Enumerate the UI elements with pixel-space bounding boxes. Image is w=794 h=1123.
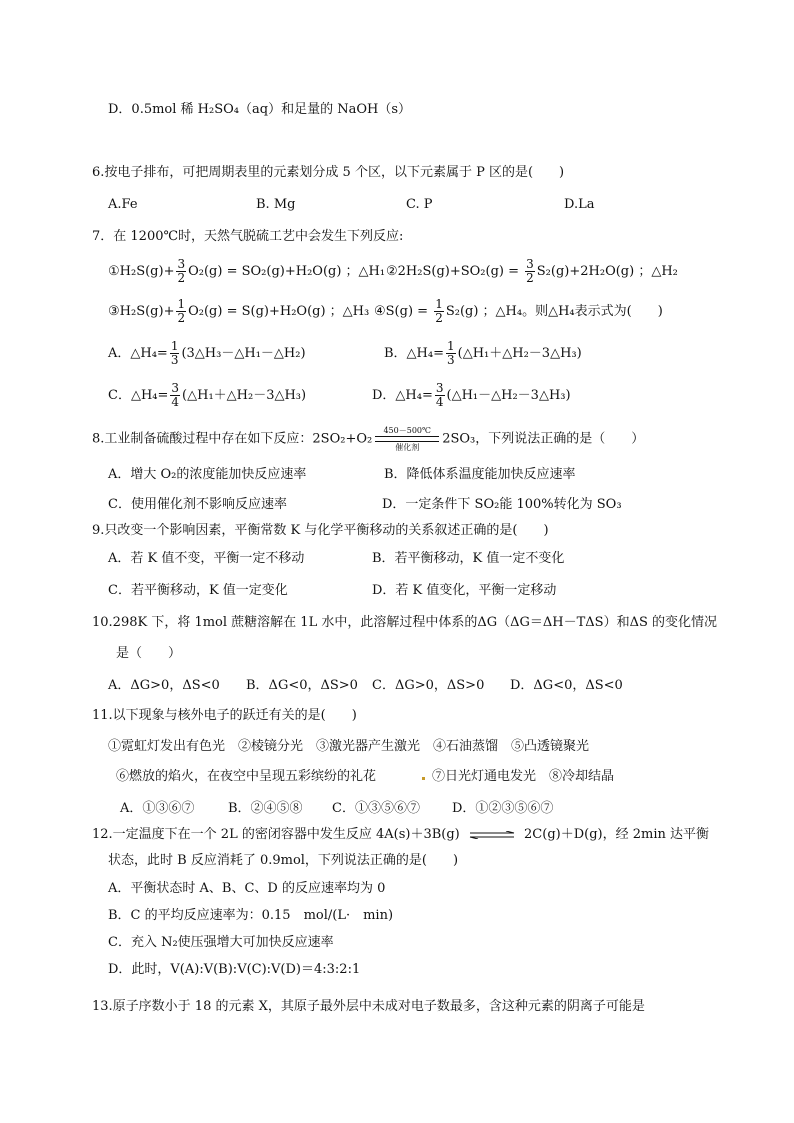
denominator: 4: [171, 395, 180, 409]
q7-r4-right: S₂(g) ；△H₄。则△H₄表示式为( ): [445, 304, 663, 319]
denominator: 2: [526, 271, 534, 285]
q8-stem: [92, 426, 644, 453]
q7-option-c-expr: (△H₁＋△H₂－3△H₃): [182, 388, 307, 403]
q7-r2-left: ②2H₂S(g)+SO₂(g) =: [386, 264, 524, 279]
q11-option-b: B．②④⑤⑧: [228, 801, 303, 816]
q10-stem-line1: 10.298K 下，将 1mol 蔗糖溶解在 1L 水中，此溶解过程中体系的ΔG（ΔG＝ΔH－TΔS）和ΔS 的变化情况: [92, 615, 718, 630]
fraction-1-2: [176, 298, 186, 325]
q8-option-d: D．一定条件下 SO₂能 100%转化为 SO₃: [382, 497, 622, 512]
q8-option-b: B．降低体系温度能加快反应速率: [384, 467, 576, 482]
q7-r2-right: S₂(g)+2H₂O(g) ；△H₂: [536, 264, 678, 279]
q8-option-c: C．使用催化剂不影响反应速率: [108, 497, 287, 512]
q12-stem-line1: [92, 826, 709, 844]
stray-dot: [422, 777, 425, 780]
q7-reaction-1: [108, 256, 385, 288]
q10-option-b: B．ΔG<0，ΔS>0: [246, 678, 358, 693]
q6-stem: 6.按电子排布，可把周期表里的元素划分成 5 个区，以下元素属于 P 区的是( ): [92, 165, 565, 180]
q6-option-c: C. P: [406, 197, 433, 212]
q7-option-c: [108, 380, 306, 412]
denominator: 2: [435, 311, 443, 325]
q6-option-a: A.Fe: [108, 197, 138, 212]
q7-option-b: [384, 338, 582, 370]
q7-option-a-expr: (3△H₃－△H₁－△H₂): [181, 346, 306, 361]
fraction-1-2: [434, 298, 444, 325]
q11-items-line2b: ⑦日光灯通电发光 ⑧冷却结晶: [432, 769, 615, 784]
equilibrium-arrow-icon: [375, 436, 439, 442]
q11-stem: 11.以下现象与核外电子的跃迁有关的是( ): [92, 708, 357, 723]
numerator: 3: [435, 381, 444, 395]
q9-stem: 9.只改变一个影响因素，平衡常数 K 与化学平衡移动的关系叙述正确的是( ): [92, 523, 549, 538]
q9-option-c: C．若平衡移动，K 值一定变化: [108, 583, 288, 598]
q11-option-a: A．①③⑥⑦: [120, 801, 195, 816]
q12-stem-right: 2C(g)＋D(g)，经 2min 达平衡: [524, 827, 709, 842]
condition-temperature: 450－500℃: [383, 426, 431, 435]
condition-catalyst: 催化剂: [395, 443, 420, 452]
q12-stem-line2: 状态，此时 B 反应消耗了 0.9mol，下列说法正确的是( ): [108, 853, 459, 868]
q7-reaction-3: [108, 296, 369, 328]
reversible-arrow-icon: [468, 831, 516, 839]
q12-stem-left: 12.一定温度下在一个 2L 的密闭容器中发生反应 4A(s)＋3B(g): [92, 827, 460, 842]
q12-option-c: C．充入 N₂使压强增大可加快反应速率: [108, 935, 334, 950]
q7-option-d: [372, 380, 571, 412]
q9-option-a: A．若 K 值不变，平衡一定不移动: [108, 551, 305, 566]
fraction-1-3: [170, 340, 180, 367]
fraction-1-3: [446, 340, 456, 367]
denominator: 2: [177, 311, 186, 325]
q7-option-d-expr: (△H₁－△H₂－3△H₃): [446, 388, 571, 403]
q7-option-b-expr: (△H₁＋△H₂－3△H₃): [457, 346, 582, 361]
denominator: 3: [170, 353, 179, 367]
numerator: 1: [170, 339, 179, 353]
numerator: 3: [526, 257, 534, 271]
q8-option-a: A．增大 O₂的浓度能加快反应速率: [108, 467, 307, 482]
q7-reaction-2: [386, 256, 678, 288]
q10-stem-line2: 是（ ）: [116, 646, 182, 661]
denominator: 2: [177, 271, 186, 285]
q11-items-line2a: ⑥燃放的焰火，在夜空中呈现五彩缤纷的礼花: [116, 769, 377, 784]
q9-option-d: D．若 K 值变化，平衡一定移动: [372, 583, 557, 598]
q6-option-b: B. Mg: [256, 197, 296, 212]
numerator: 1: [447, 339, 455, 353]
q12-option-d: D．此时，V(A):V(B):V(C):V(D)＝4:3:2:1: [108, 962, 361, 977]
q10-option-c: C．ΔG>0，ΔS>0: [372, 678, 485, 693]
q9-option-b: B．若平衡移动，K 值一定不变化: [372, 551, 565, 566]
q10-option-d: D．ΔG<0，ΔS<0: [510, 678, 623, 693]
q7-r1-right: O₂(g) = SO₂(g)+H₂O(g) ；△H₁: [188, 264, 386, 279]
q5-option-d: D．0.5mol 稀 H₂SO₄（aq）和足量的 NaOH（s）: [108, 102, 411, 117]
fraction-3-4: [435, 382, 445, 409]
q7-reaction-4: [374, 296, 663, 328]
q11-option-c: C．①③⑤⑥⑦: [332, 801, 420, 816]
q13-stem: 13.原子序数小于 18 的元素 X，其原子最外层中未成对电子数最多，含这种元素的阴离子可能是: [92, 999, 645, 1014]
q7-option-d-prefix: D．△H₄=: [372, 388, 433, 403]
q12-option-b: B．C 的平均反应速率为：0.15 mol/(L· min): [108, 908, 394, 923]
q7-r1-left: ①H₂S(g)+: [108, 264, 175, 279]
q8-stem-left: 8.工业制备硫酸过程中存在如下反应：2SO₂+O₂: [92, 431, 373, 447]
q11-option-d: D．①②③⑤⑥⑦: [452, 801, 554, 816]
q7-r4-left: ④S(g) =: [374, 304, 433, 319]
denominator: 4: [435, 395, 444, 409]
numerator: 3: [171, 381, 180, 395]
reaction-condition-arrow: [375, 426, 439, 452]
q11-items-line1: ①霓虹灯发出有色光 ②棱镜分光 ③激光器产生激光 ④石油蒸馏 ⑤凸透镜聚光: [108, 739, 590, 754]
numerator: 3: [177, 257, 186, 271]
q7-stem: 7．在 1200℃时，天然气脱硫工艺中会发生下列反应:: [92, 229, 404, 244]
q7-option-a: [108, 338, 306, 370]
q7-option-a-prefix: A．△H₄=: [108, 346, 168, 361]
numerator: 1: [177, 297, 186, 311]
q7-r3-left: ③H₂S(g)+: [108, 304, 175, 319]
q12-option-a: A．平衡状态时 A、B、C、D 的反应速率均为 0: [108, 881, 386, 896]
fraction-3-2: [525, 258, 535, 285]
denominator: 3: [447, 353, 455, 367]
q8-stem-right: 2SO₃，下列说法正确的是（ ）: [442, 431, 645, 447]
q7-option-b-prefix: B．△H₄=: [384, 346, 444, 361]
q7-option-c-prefix: C．△H₄=: [108, 388, 169, 403]
numerator: 1: [435, 297, 443, 311]
q7-r3-right: O₂(g) = S(g)+H₂O(g) ；△H₃: [188, 304, 370, 319]
q10-option-a: A．ΔG>0，ΔS<0: [108, 678, 220, 693]
fraction-3-4: [170, 382, 180, 409]
fraction-3-2: [176, 258, 186, 285]
q6-option-d: D.La: [564, 197, 595, 212]
